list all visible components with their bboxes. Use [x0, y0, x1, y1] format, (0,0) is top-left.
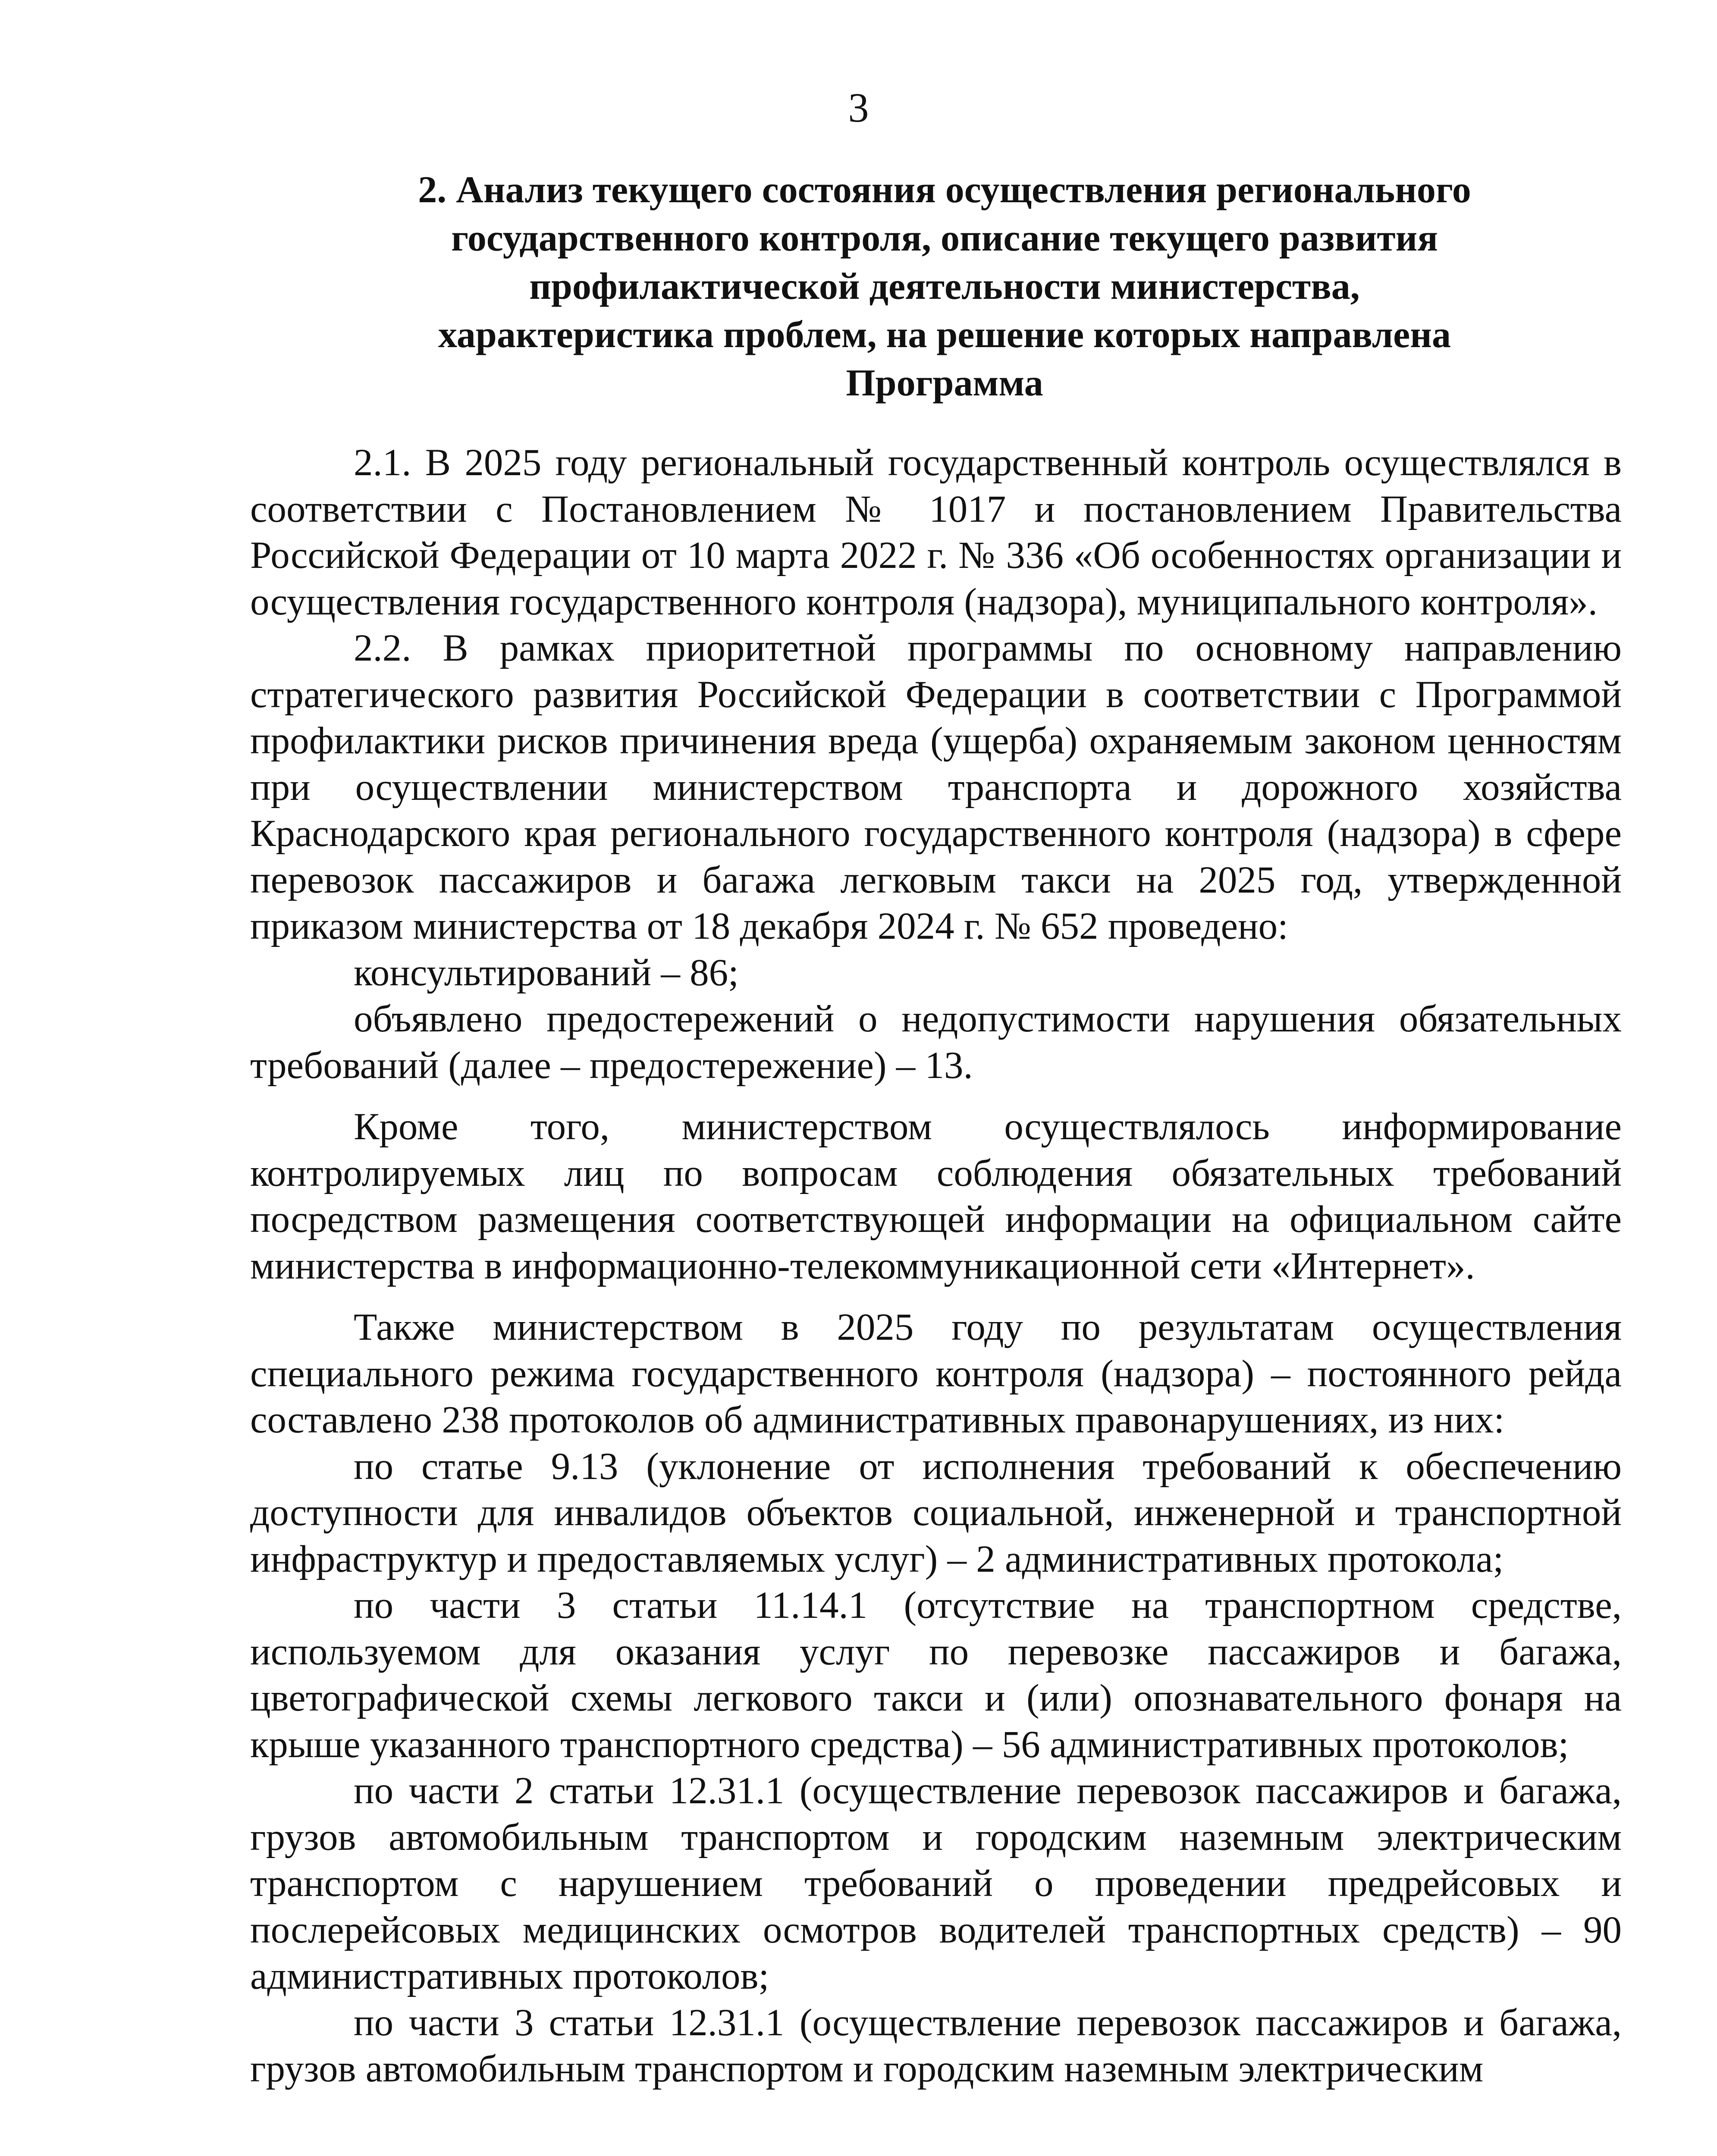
paragraph-protocols-summary: Также министерством в 2025 году по результатам осуществления специального режима государственного контроля (надзора) – постоянного рейда составлено 238 протоколов об административных правонарушениях, из них:: [250, 1306, 1622, 1441]
paragraph-2-2: 2.2. В рамках приоритетной программы по основному направлению стратегического развития Российской Федерации в соответствии с Программой профилактики рисков причинения вреда (ущерба) охраняемым законом ценностям при осуществлении министерством транспорта и дорожного хозяйства Краснодарского края регионального государственного контроля (надзора) в сфере перевозок пассажиров и багажа легковым такси на 2025 год, утвержденной приказом министерства от 18 декабря 2024 г. № 652 проведено:: [250, 627, 1622, 947]
paragraph-informing: Кроме того, министерством осуществлялось информирование контролируемых лиц по вопросам соблюдения обязательных требований посредством размещения соответствующей информации на официальном сайте министерства в информационно-телекоммуникационной сети «Интернет».: [250, 1106, 1622, 1287]
section-heading: [336, 166, 1553, 407]
paragraph-article-9-13: по статье 9.13 (уклонение от исполнения требований к обеспечению доступности для инвалидов объектов социальной, инженерной и транспортной инфраструктур и предоставляемых услуг) – 2 административных протокола;: [250, 1445, 1622, 1580]
paragraph-article-11-14-1: по части 3 статьи 11.14.1 (отсутствие на транспортном средстве, используемом для оказания услуг по перевозке пассажиров и багажа, цветографической схемы легкового такси и (или) опознавательного фонаря на крыше указанного транспортного средства) – 56 административных протоколов;: [250, 1584, 1622, 1766]
paragraph-warnings: объявлено предостережений о недопустимости нарушения обязательных требований (далее – предостережение) – 13.: [250, 998, 1622, 1087]
paragraph-article-12-31-1-part-2: по части 2 статьи 12.31.1 (осуществление перевозок пассажиров и багажа, грузов автомобильным транспортом и городским наземным электрическим транспортом с нарушением требований о проведении предрейсовых и послерейсовых медицинских осмотров водителей транспортных средств) – 90 административных протоколов;: [250, 1770, 1622, 1997]
page-number: 3: [848, 85, 869, 131]
heading-line: государственного контроля, описание текущего развития: [451, 217, 1438, 259]
paragraph-consultations: консультирований – 86;: [354, 951, 739, 994]
document-body: [250, 440, 1622, 2093]
heading-line: характеристика проблем, на решение которых направлена: [438, 314, 1451, 356]
paragraph-article-12-31-1-part-3: по части 3 статьи 12.31.1 (осуществление перевозок пассажиров и багажа, грузов автомобильным транспортом и городским наземным электрическим: [250, 2001, 1622, 2090]
heading-line: профилактической деятельности министерства,: [529, 266, 1360, 307]
heading-line: Программа: [846, 362, 1043, 404]
paragraph-2-1: 2.1. В 2025 году региональный государственный контроль осуществлялся в соответствии с Постановлением № 1017 и постановлением Правительства Российской Федерации от 10 марта 2022 г. № 336 «Об особенностях организации и осуществления государственного контроля (надзора), муниципального контроля».: [250, 442, 1622, 623]
heading-line: 2. Анализ текущего состояния осуществления регионального: [418, 169, 1471, 211]
